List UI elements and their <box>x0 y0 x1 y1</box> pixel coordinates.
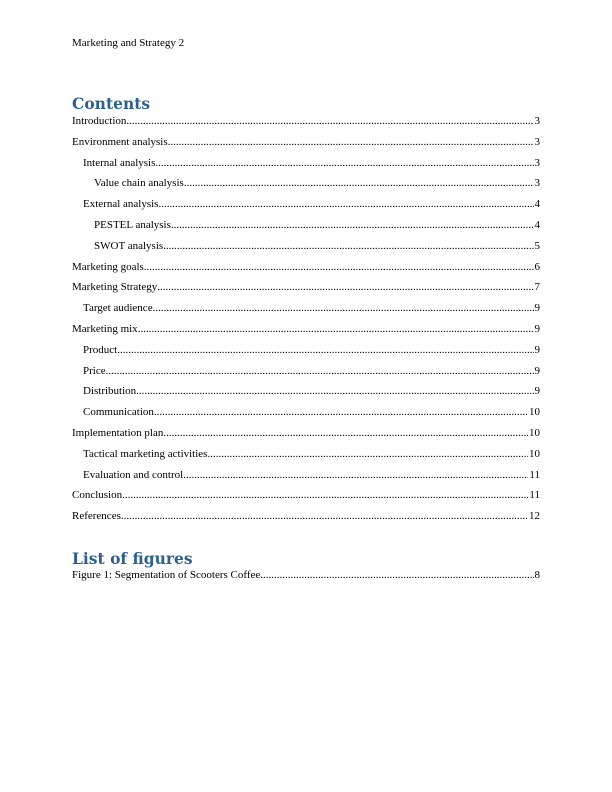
toc-entry-page: 9 <box>534 343 540 356</box>
toc-entry[interactable] <box>72 447 540 468</box>
toc-entry[interactable] <box>72 509 540 530</box>
toc-entry-page: 4 <box>534 218 540 231</box>
toc-entry[interactable] <box>72 280 540 301</box>
toc-entry-page: 6 <box>534 260 540 273</box>
toc-entry[interactable] <box>72 114 540 135</box>
list-of-figures-heading: List of figures <box>72 549 193 568</box>
toc-entry-title: Target audience <box>83 302 153 315</box>
toc-entry-title: Conclusion <box>72 489 123 502</box>
toc-entry-page: 3 <box>534 135 540 148</box>
dot-leader <box>117 343 533 357</box>
toc-entry[interactable] <box>72 239 540 260</box>
dot-leader <box>153 301 534 315</box>
toc-entry-title: PESTEL analysis <box>94 218 171 231</box>
toc-entry[interactable] <box>72 426 540 447</box>
toc-entry-page: 3 <box>534 156 540 169</box>
toc-entry[interactable] <box>72 322 540 343</box>
dot-leader <box>183 468 528 482</box>
toc-entry[interactable] <box>72 197 540 218</box>
running-header: Marketing and Strategy 2 <box>72 37 185 49</box>
dot-leader <box>126 114 533 128</box>
toc-entry-page: 5 <box>534 239 540 252</box>
toc-entry-title: Evaluation and control <box>83 468 184 481</box>
toc-entry-page: 4 <box>534 198 540 211</box>
toc-entry[interactable] <box>72 135 540 156</box>
toc-entry-title: Communication <box>83 406 154 419</box>
dot-leader <box>106 364 534 378</box>
dot-leader <box>154 405 528 419</box>
toc-entry[interactable] <box>72 301 540 322</box>
toc-entry-title: Price <box>83 364 106 377</box>
toc-entry-page: 3 <box>534 177 540 190</box>
toc-entry-page: 9 <box>534 364 540 377</box>
toc-entry-page: 10 <box>529 447 540 460</box>
toc-entry-page: 12 <box>529 510 540 523</box>
dot-leader <box>158 197 533 211</box>
toc-entry-page: 7 <box>534 281 540 294</box>
dot-leader <box>163 426 528 440</box>
toc-entry-title: Marketing mix <box>72 322 138 335</box>
toc-entry[interactable] <box>72 343 540 364</box>
dot-leader <box>163 239 533 253</box>
dot-leader <box>138 322 534 336</box>
toc-entry[interactable] <box>72 176 540 197</box>
figure-entry-title: Figure 1: Segmentation of Scooters Coffee <box>72 569 261 581</box>
toc-entry-page: 9 <box>534 302 540 315</box>
dot-leader <box>121 509 528 523</box>
toc-entry-page: 3 <box>534 115 540 127</box>
toc-entry[interactable] <box>72 260 540 281</box>
toc-entry[interactable] <box>72 468 540 489</box>
toc-entry[interactable] <box>72 156 540 177</box>
toc-entry[interactable] <box>72 384 540 405</box>
figure-entry-page: 8 <box>534 569 540 581</box>
dot-leader <box>260 568 533 582</box>
dot-leader <box>184 176 534 190</box>
toc-entry-title: SWOT analysis <box>94 239 164 252</box>
dot-leader <box>207 447 528 461</box>
toc-entry-title: Marketing Strategy <box>72 281 158 294</box>
toc-entry-title: External analysis <box>83 198 159 211</box>
toc-entry-page: 9 <box>534 322 540 335</box>
toc-entry-title: Implementation plan <box>72 426 164 439</box>
toc-entry-title: Value chain analysis <box>94 177 184 190</box>
contents-heading: Contents <box>72 94 151 113</box>
toc-entry[interactable] <box>72 405 540 426</box>
toc-entry-title: Product <box>83 343 118 356</box>
toc-entry[interactable] <box>72 218 540 239</box>
toc-entry-title: Marketing goals <box>72 260 144 273</box>
toc-entry-page: 10 <box>529 406 540 419</box>
toc-entry-page: 11 <box>529 489 540 502</box>
figure-entry[interactable] <box>72 568 540 589</box>
toc-entry-title: References <box>72 510 121 523</box>
dot-leader <box>144 260 534 274</box>
toc-entry-page: 9 <box>534 385 540 398</box>
toc-entry-title: Internal analysis <box>83 156 156 169</box>
toc-entry[interactable] <box>72 364 540 385</box>
dot-leader <box>171 218 534 232</box>
toc-entry-page: 10 <box>529 426 540 439</box>
toc-entry-title: Environment analysis <box>72 135 168 148</box>
dot-leader <box>136 384 533 398</box>
toc-entry-title: Tactical marketing activities <box>83 447 208 460</box>
dot-leader <box>157 280 533 294</box>
table-of-contents <box>72 114 540 530</box>
toc-entry-title: Distribution <box>83 385 137 398</box>
list-of-figures <box>72 568 540 589</box>
toc-entry-title: Introduction <box>72 115 127 127</box>
toc-entry-page: 11 <box>529 468 540 481</box>
dot-leader <box>155 156 533 170</box>
toc-entry[interactable] <box>72 488 540 509</box>
dot-leader <box>122 488 528 502</box>
dot-leader <box>168 135 534 149</box>
